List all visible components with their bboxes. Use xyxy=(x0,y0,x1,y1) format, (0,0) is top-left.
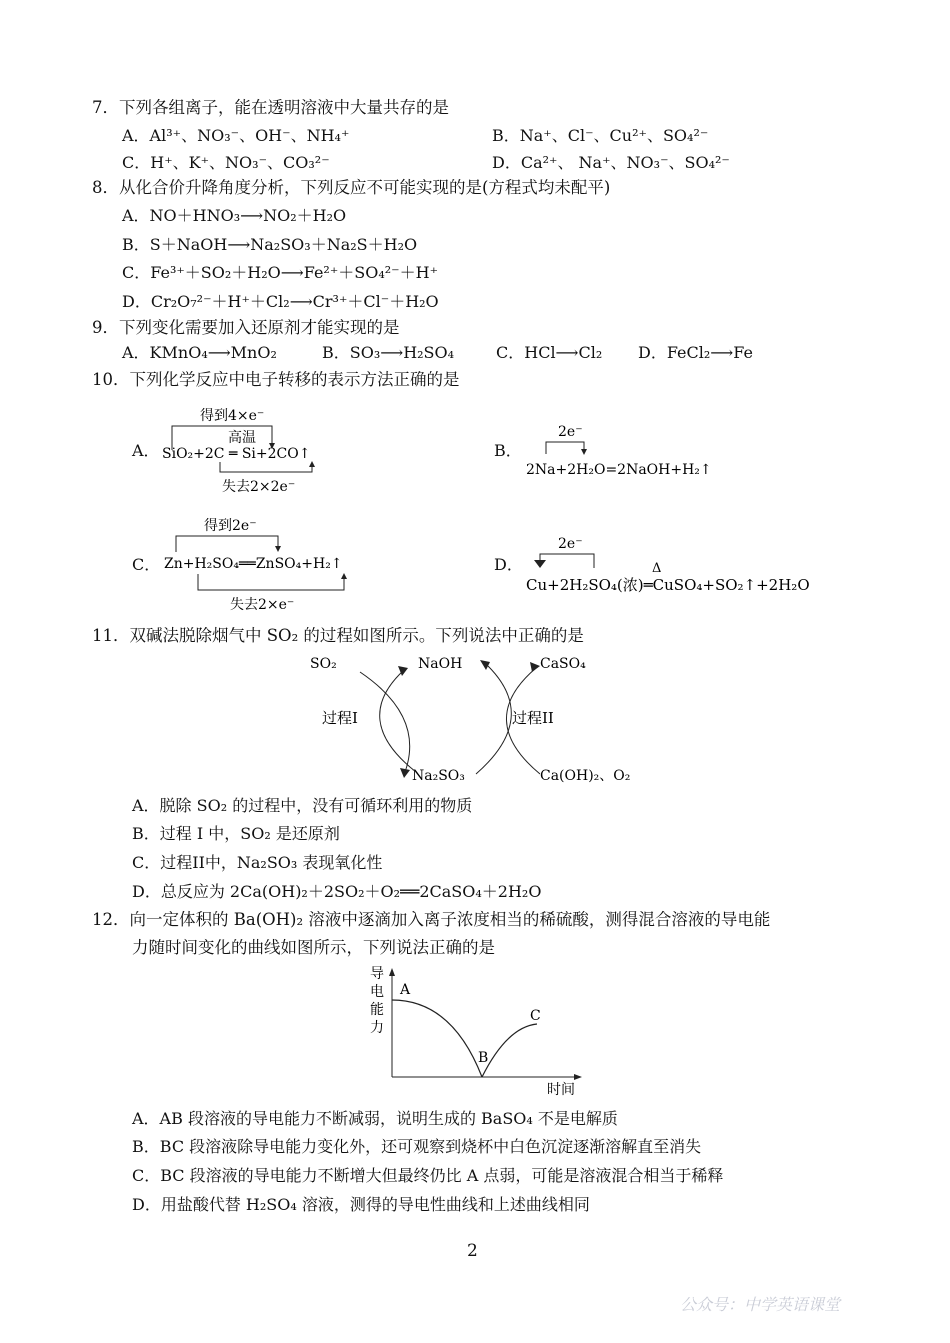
q7-option-d: D．Ca²⁺、 Na⁺、NO₃⁻、SO₄²⁻ xyxy=(492,153,730,172)
q12-stem-line2: 力随时间变化的曲线如图所示，下列说法正确的是 xyxy=(132,938,495,957)
q11-label-na2so3: Na₂SO₃ xyxy=(412,768,465,784)
q11-process1-arrowhead xyxy=(400,768,410,778)
q10-b-equation: 2Na+2H₂O=2NaOH+H₂↑ xyxy=(526,462,712,478)
q10-a-condition: 高温 xyxy=(228,430,256,446)
q12-x-axis-arrowhead xyxy=(574,1074,582,1080)
q10-a-diagram xyxy=(160,400,350,500)
q11-option-b: B．过程 I 中，SO₂ 是还原剂 xyxy=(132,824,340,843)
q8-option-c: C．Fe³⁺＋SO₂＋H₂O⟶Fe²⁺＋SO₄²⁻＋H⁺ xyxy=(122,263,439,282)
q11-naoh-arc xyxy=(380,670,416,772)
q12-point-c: C xyxy=(530,1008,541,1024)
q12-option-a: A．AB 段溶液的导电能力不断减弱，说明生成的 BaSO₄ 不是电解质 xyxy=(132,1109,618,1128)
q10-c-gain-label: 得到2e⁻ xyxy=(204,518,257,534)
q12-xlabel: 时间 xyxy=(547,1082,575,1098)
q11-label-caoh2: Ca(OH)₂、O₂ xyxy=(540,768,631,784)
q10-c-loss-label: 失去2×e⁻ xyxy=(230,597,295,613)
q9-option-b: B．SO₃⟶H₂SO₄ xyxy=(322,343,455,362)
q11-process1-arc xyxy=(360,672,410,772)
q11-stem: 11．双碱法脱除烟气中 SO₂ 的过程如图所示。下列说法中正确的是 xyxy=(92,626,584,645)
q10-d-condition: Δ xyxy=(652,561,662,576)
q9-stem: 9．下列变化需要加入还原剂才能实现的是 xyxy=(92,318,400,337)
q8-option-a: A．NO＋HNO₃⟶NO₂＋H₂O xyxy=(122,206,347,225)
q12-point-a: A xyxy=(400,982,411,998)
q11-label-naoh: NaOH xyxy=(418,656,463,672)
q12-ylabel-char4: 力 xyxy=(370,1020,384,1036)
q12-stem-line1: 12．向一定体积的 Ba(OH)₂ 溶液中逐滴加入离子浓度相当的稀硫酸，测得混合溶液的导电能 xyxy=(92,910,771,929)
q11-label-process2: 过程II xyxy=(512,709,554,727)
q12-ylabel-char1: 导 xyxy=(370,966,384,982)
q10-d-equation: Cu+2H₂SO₄(浓)═CuSO₄+SO₂↑+2H₂O xyxy=(526,576,810,594)
q12-option-c: C．BC 段溶液的导电能力不断增大但最终仍比 A 点弱，可能是溶液混合相当于稀释 xyxy=(132,1166,724,1185)
q9-option-c: C．HCl⟶Cl₂ xyxy=(496,343,603,362)
q10-b-transfer-label: 2e⁻ xyxy=(558,424,583,440)
q12-conductivity-graph xyxy=(362,962,592,1102)
q11-process2-arrowhead xyxy=(530,662,540,672)
q10-c-letter: C． xyxy=(132,555,161,574)
q10-b-letter: B． xyxy=(494,441,522,460)
q12-curve-ab xyxy=(392,1000,482,1077)
q12-option-b: B．BC 段溶液除导电能力变化外，还可观察到烧杯中白色沉淀逐渐溶解直至消失 xyxy=(132,1137,702,1156)
q10-a-loss-label: 失去2×2e⁻ xyxy=(222,479,296,495)
q11-option-c: C．过程II中，Na₂SO₃ 表现氧化性 xyxy=(132,853,383,872)
q10-d-diagram xyxy=(522,530,822,598)
q12-ylabel-char2: 电 xyxy=(370,984,384,1000)
q11-option-d: D．总反应为 2Ca(OH)₂＋2SO₂＋O₂══2CaSO₄＋2H₂O xyxy=(132,882,542,901)
q10-a-equation: SiO₂+2C ═ Si+2CO↑ xyxy=(162,446,311,462)
q10-c-loss-bracket xyxy=(198,574,344,590)
q10-c-loss-arrowhead xyxy=(341,573,347,579)
watermark: 公众号：中学英语课堂 xyxy=(680,1295,841,1314)
q7-option-c: C．H⁺、K⁺、NO₃⁻、CO₃²⁻ xyxy=(122,153,330,172)
q10-c-equation: Zn+H₂SO₄══ZnSO₄+H₂↑ xyxy=(164,556,343,572)
q10-c-gain-bracket xyxy=(176,536,278,552)
q8-option-b: B．S＋NaOH⟶Na₂SO₃＋Na₂S＋H₂O xyxy=(122,235,418,254)
q11-label-caso4: CaSO₄ xyxy=(540,656,586,672)
q7-option-a: A．Al³⁺、NO₃⁻、OH⁻、NH₄⁺ xyxy=(122,126,350,145)
q8-stem: 8．从化合价升降角度分析，下列反应不可能实现的是(方程式均未配平) xyxy=(92,178,611,197)
q11-cycle-diagram xyxy=(300,648,660,796)
q9-option-d: D．FeCl₂⟶Fe xyxy=(638,343,753,362)
q10-a-gain-label: 得到4×e⁻ xyxy=(200,408,265,424)
q11-option-a: A．脱除 SO₂ 的过程中，没有可循环利用的物质 xyxy=(132,796,473,815)
q10-b-transfer-bracket xyxy=(546,442,584,454)
page-number: 2 xyxy=(467,1241,478,1261)
q12-curve-bc xyxy=(482,1024,537,1077)
q10-d-arrowhead xyxy=(534,560,546,568)
q10-c-gain-arrowhead xyxy=(275,546,281,552)
q12-ylabel-char3: 能 xyxy=(370,1002,384,1018)
q12-point-b: B xyxy=(478,1050,489,1066)
q12-y-axis-arrowhead xyxy=(389,968,395,976)
q10-stem: 10．下列化学反应中电子转移的表示方法正确的是 xyxy=(92,370,460,389)
q10-d-transfer-label: 2e⁻ xyxy=(558,536,583,552)
q7-option-b: B．Na⁺、Cl⁻、Cu²⁺、SO₄²⁻ xyxy=(492,126,709,145)
q10-b-arrowhead xyxy=(581,449,587,455)
q10-a-letter: A． xyxy=(132,441,160,460)
q8-option-d: D．Cr₂O₇²⁻＋H⁺＋Cl₂⟶Cr³⁺＋Cl⁻＋H₂O xyxy=(122,292,439,311)
q11-na2so3-arrowhead xyxy=(480,660,490,670)
q10-b-diagram xyxy=(522,418,762,484)
q12-option-d: D．用盐酸代替 H₂SO₄ 溶液，测得的导电性曲线和上述曲线相同 xyxy=(132,1195,590,1214)
q10-a-loss-bracket xyxy=(220,462,312,472)
q9-option-a: A．KMnO₄⟶MnO₂ xyxy=(122,343,277,362)
q10-c-diagram xyxy=(160,512,380,616)
q11-label-process1: 过程I xyxy=(322,709,358,727)
q10-d-letter: D． xyxy=(494,555,523,574)
q10-d-transfer-bracket xyxy=(540,554,594,568)
q11-label-so2: SO₂ xyxy=(310,656,337,672)
q7-stem: 7．下列各组离子，能在透明溶液中大量共存的是 xyxy=(92,98,449,117)
